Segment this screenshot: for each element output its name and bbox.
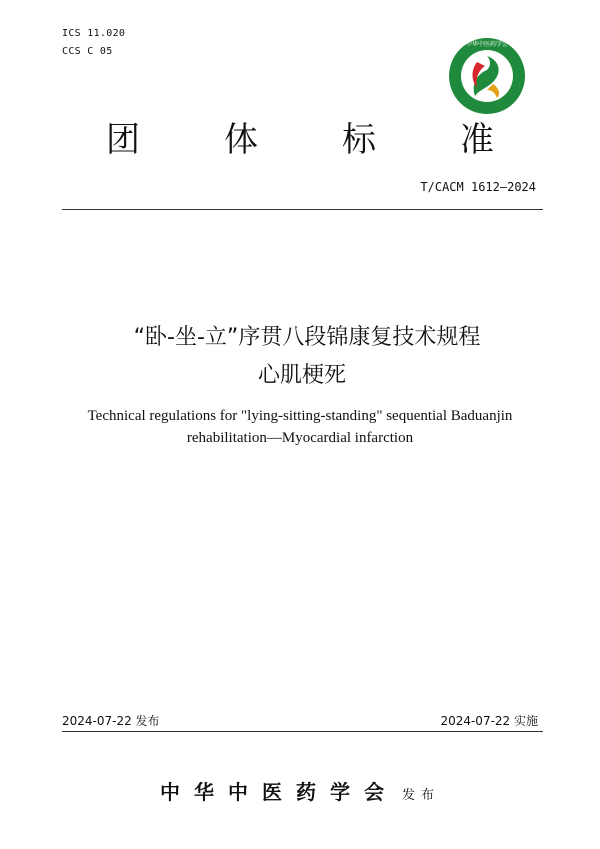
ccs-code: CCS C 05	[62, 46, 113, 57]
title-en-line1: Technical regulations for "lying-sitting-standing" sequential Baduanjin	[87, 408, 513, 424]
publisher-line	[0, 776, 600, 805]
title-cn-line1: “卧-坐-立”序贯八段锦康复技术规程	[133, 325, 481, 350]
association-logo	[447, 36, 527, 116]
standard-number: T/CACM 1612—2024	[420, 180, 536, 194]
publisher-name: 中华中医药学会	[159, 780, 398, 804]
document-type-heading	[0, 112, 600, 161]
doc-type-char: 准	[460, 120, 494, 160]
publisher-suffix: 发布	[401, 788, 440, 803]
header-divider	[62, 209, 543, 210]
doc-type-char: 标	[342, 120, 376, 160]
doc-type-char: 体	[224, 120, 258, 160]
ics-code: ICS 11.020	[62, 28, 126, 39]
publish-date: 2024-07-22 发布	[62, 714, 160, 728]
logo-ring-text: 中华中医药学会	[465, 41, 509, 48]
title-cn-line2: 心肌梗死	[258, 363, 347, 388]
title-en-line2: rehabilitation—Myocardial infarction	[186, 430, 414, 446]
implement-date: 2024-07-22 实施	[440, 714, 538, 728]
doc-type-char: 团	[106, 120, 140, 160]
footer-divider	[62, 731, 543, 732]
